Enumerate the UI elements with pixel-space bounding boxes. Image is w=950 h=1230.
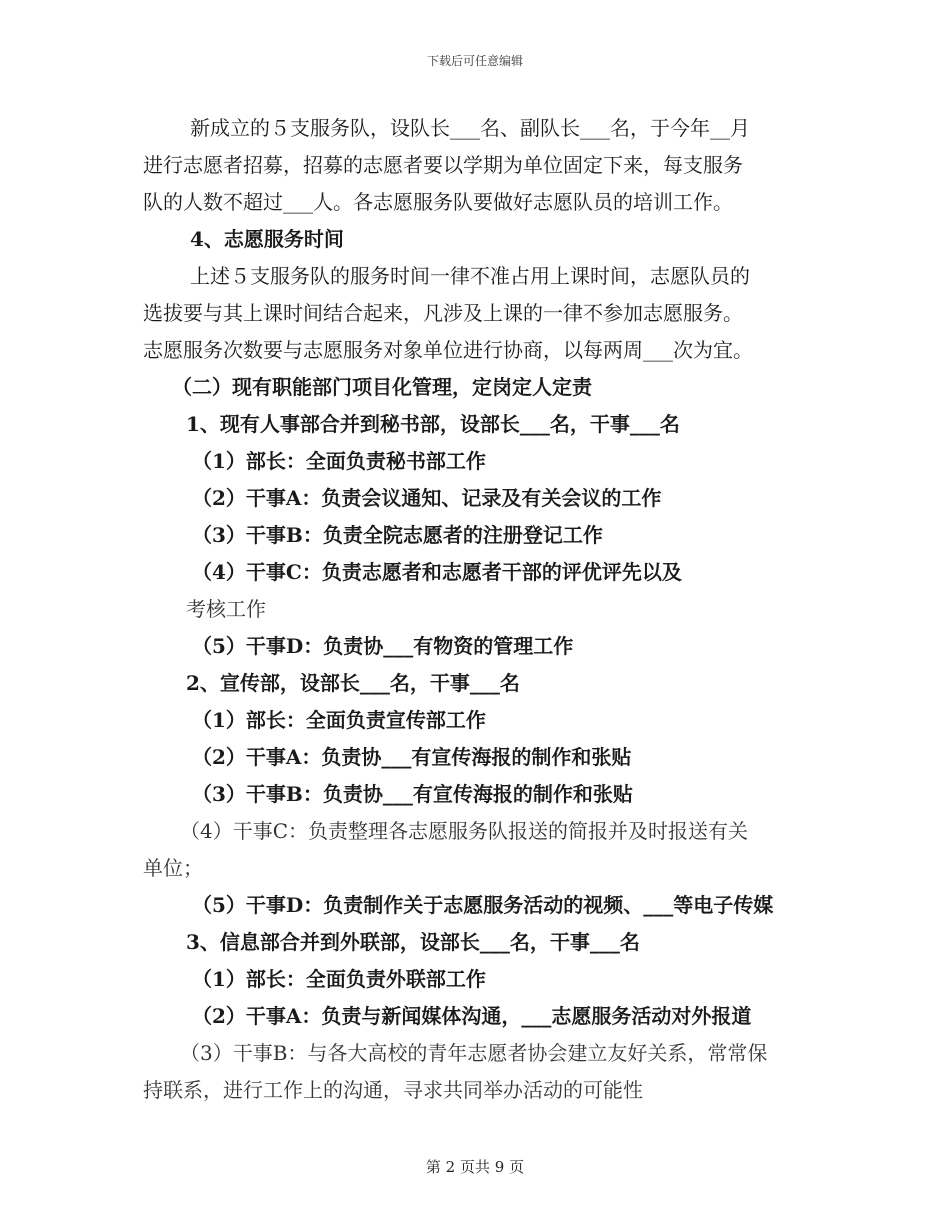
paragraph-line: 队的人数不超过___人。各志愿服务队要做好志愿队员的培训工作。 xyxy=(143,190,733,214)
page-header: 下载后可任意编辑 xyxy=(426,54,523,68)
paragraph-line: 选拔要与其上课时间结合起来，凡涉及上课的一律不参加志愿服务。 xyxy=(143,301,743,325)
duty-item: （1）部长：全面负责秘书部工作 xyxy=(192,449,486,473)
paragraph-line: 上述５支服务队的服务时间一律不准占用上课时间，志愿队员的 xyxy=(190,264,750,288)
duty-item: （1）部长：全面负责宣传部工作 xyxy=(192,708,486,732)
duty-item: （2）干事A：负责会议通知、记录及有关会议的工作 xyxy=(192,486,662,510)
duty-item: （3）干事B：与各大高校的青年志愿者协会建立友好关系，常常保 xyxy=(180,1041,768,1065)
page-footer: 第 2 页共 9 页 xyxy=(425,1158,525,1176)
duty-item: （1）部长：全面负责外联部工作 xyxy=(192,967,486,991)
department-heading: 1、现有人事部合并到秘书部，设部长___名，干事___名 xyxy=(186,412,680,436)
section-heading: 4、志愿服务时间 xyxy=(190,227,344,251)
duty-item: （4）干事C：负责整理各志愿服务队报送的简报并及时报送有关 xyxy=(180,819,749,843)
duty-item: （5）干事D：负责制作关于志愿服务活动的视频、___等电子传媒 xyxy=(192,893,774,917)
duty-item: （3）干事B：负责全院志愿者的注册登记工作 xyxy=(192,523,603,547)
duty-item: （2）干事A：负责与新闻媒体沟通，___志愿服务活动对外报道 xyxy=(192,1004,752,1028)
paragraph-line: 新成立的５支服务队，设队长___名、副队长___名，于今年__月 xyxy=(190,116,750,140)
department-heading: 3、信息部合并到外联部，设部长___名，干事___名 xyxy=(186,930,640,954)
paragraph-line: 进行志愿者招募，招募的志愿者要以学期为单位固定下来，每支服务 xyxy=(143,153,743,177)
duty-item: （2）干事A：负责协___有宣传海报的制作和张贴 xyxy=(192,745,632,769)
duty-item: （4）干事C：负责志愿者和志愿者干部的评优评先以及 xyxy=(192,560,682,584)
duty-item-continuation: 考核工作 xyxy=(186,597,266,621)
paragraph-line: 志愿服务次数要与志愿服务对象单位进行协商，以每两周___次为宜。 xyxy=(143,338,753,362)
duty-item-continuation: 单位； xyxy=(143,856,203,880)
duty-item-continuation: 持联系，进行工作上的沟通，寻求共同举办活动的可能性 xyxy=(143,1078,643,1102)
department-heading: 2、宣传部，设部长___名，干事___名 xyxy=(186,671,520,695)
section-heading: （二）现有职能部门项目化管理，定岗定人定责 xyxy=(172,375,592,399)
duty-item: （5）干事D：负责协___有物资的管理工作 xyxy=(192,634,574,658)
duty-item: （3）干事B：负责协___有宣传海报的制作和张贴 xyxy=(192,782,633,806)
